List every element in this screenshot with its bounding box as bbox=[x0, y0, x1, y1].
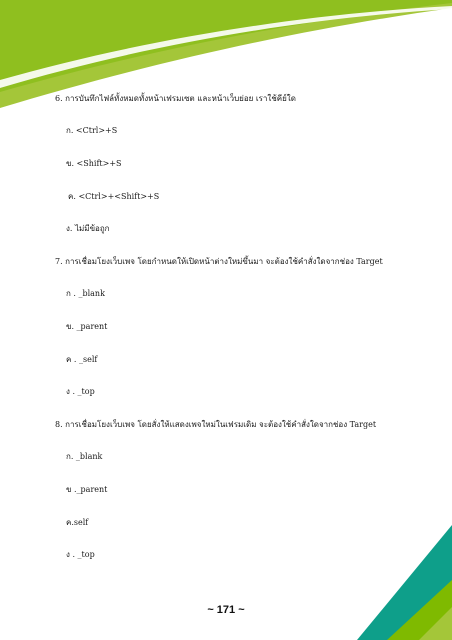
question-8-option-c: ค.self bbox=[66, 518, 89, 527]
question-8-option-a: ก. _blank bbox=[66, 452, 103, 461]
question-6-option-d: ง. ไม่มีข้อถูก bbox=[66, 224, 110, 233]
question-8: 8. การเชื่อมโยงเว็บเพจ โดยสั่งให้แสดงเพจใหม่ในเฟรมเดิม จะต้องใช้คำสั่งใดจากช่อง Target bbox=[55, 420, 377, 429]
question-8-option-b: ข ._parent bbox=[66, 485, 108, 494]
question-7: 7. การเชื่อมโยงเว็บเพจ โดยกำหนดให้เปิดหน้าต่างใหม่ขึ้นมา จะต้องใช้คำสั่งใดจากช่อง Target bbox=[55, 257, 383, 266]
question-6-option-c: ค. <Ctrl>+<Shift>+S bbox=[68, 192, 160, 201]
question-6-option-a: ก. <Ctrl>+S bbox=[66, 126, 118, 135]
page-number: ~ 171 ~ bbox=[207, 604, 245, 616]
question-7-option-b: ข. _parent bbox=[66, 322, 108, 331]
question-8-option-d: ง . _top bbox=[66, 550, 95, 559]
question-7-option-d: ง . _top bbox=[66, 387, 95, 396]
question-7-option-c: ค . _self bbox=[66, 355, 98, 364]
question-6: 6. การบันทึกไฟล์ทั้งหมดทั้งหน้าเฟรมเซต และหน้าเว็บย่อย เราใช้คีย์ใด bbox=[55, 94, 296, 103]
question-6-option-b: ข. <Shift>+S bbox=[66, 159, 122, 168]
question-7-option-a: ก . _blank bbox=[66, 289, 105, 298]
